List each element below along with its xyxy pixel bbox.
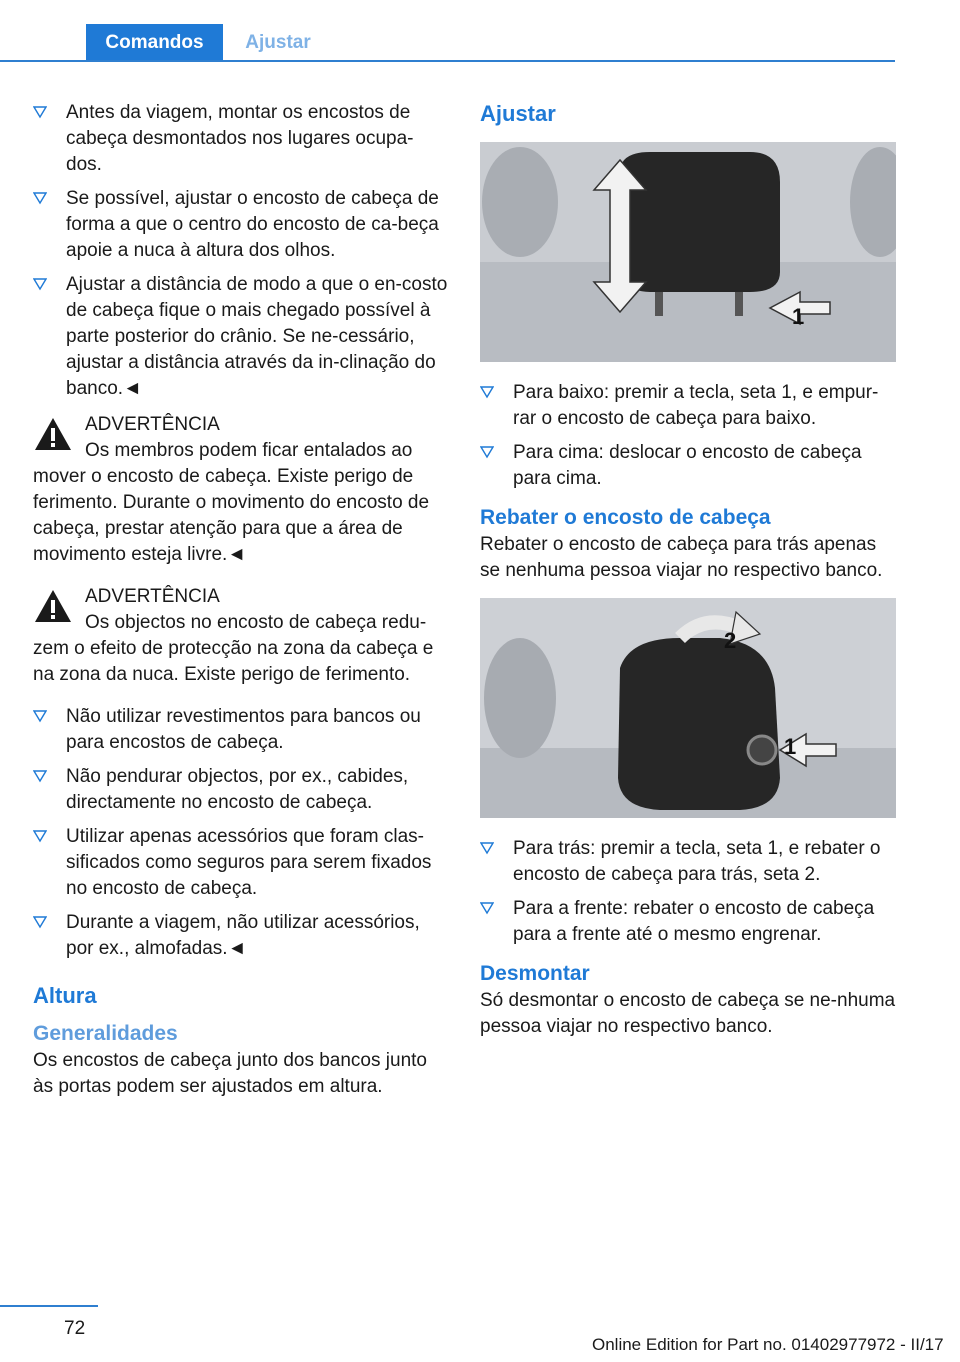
list-item-text: Não utilizar revestimentos para bancos ou para encostos de cabeça. [66, 706, 421, 753]
edition-footer: Online Edition for Part no. 01402977972 - II/17 [592, 1335, 944, 1354]
tab-comandos[interactable]: Comandos [86, 24, 223, 62]
list-item [33, 824, 449, 902]
warning-text: Os membros podem ficar entalados ao mover o encosto de cabeça. Existe perigo de ferimento. Durante o movimento do encosto de cabeça, prestar atenção para que a área de movimento esteja livre.◄ [33, 440, 430, 565]
heading-ajustar: Ajustar [480, 101, 556, 126]
headrest-fold-figure [480, 598, 896, 818]
heading-altura: Altura [33, 983, 97, 1008]
list-item [33, 910, 449, 962]
list-item [33, 764, 449, 816]
list-item-text: Durante a viagem, não utilizar acessórios, por ex., almofadas.◄ [66, 912, 420, 959]
bullet-list-rebater [480, 836, 896, 948]
heading-generalidades: Generalidades [33, 1022, 178, 1045]
list-item-text: Para a frente: rebater o encosto de cabeça para a frente até o mesmo engrenar. [513, 898, 875, 945]
figure-callout: 1 [784, 734, 797, 759]
triangle-bullet-icon [480, 841, 494, 855]
warning-block-2 [33, 584, 449, 688]
triangle-bullet-icon [480, 385, 494, 399]
triangle-bullet-icon [480, 445, 494, 459]
list-item [33, 100, 449, 178]
paragraph-generalidades: Os encostos de cabeça junto dos bancos junto às portas podem ser ajustados em altura. [33, 1050, 427, 1097]
tab-ajustar[interactable]: Ajustar [245, 32, 311, 53]
list-item-text: Não pendurar objectos, por ex., cabides, directamente no encosto de cabeça. [66, 766, 409, 813]
triangle-bullet-icon [33, 829, 47, 843]
triangle-bullet-icon [33, 191, 47, 205]
list-item [33, 272, 449, 402]
warning-block-1 [33, 412, 449, 568]
triangle-bullet-icon [33, 915, 47, 929]
triangle-bullet-icon [480, 901, 494, 915]
paragraph-rebater: Rebater o encosto de cabeça para trás apenas se nenhuma pessoa viajar no respectivo banco. [480, 534, 883, 581]
figure-callout: 1 [792, 304, 805, 329]
warning-icon [33, 416, 73, 452]
warning-title: ADVERTÊNCIA [85, 414, 220, 435]
triangle-bullet-icon [33, 105, 47, 119]
right-column [480, 100, 896, 1048]
list-item [480, 836, 896, 888]
list-item-text: Antes da viagem, montar os encostos de cabeça desmontados nos lugares ocupa-dos. [66, 102, 414, 175]
list-item-text: Utilizar apenas acessórios que foram clas-sificados como seguros para serem fixados no encosto de cabeça. [66, 826, 432, 899]
header-bar [0, 0, 960, 62]
paragraph-desmontar: Só desmontar o encosto de cabeça se ne-nhuma pessoa viajar no respectivo banco. [480, 990, 896, 1037]
warning-icon [33, 588, 73, 624]
list-item-text: Se possível, ajustar o encosto de cabeça de forma a que o centro do encosto de ca-beça apoie a nuca à altura dos olhos. [66, 188, 439, 261]
left-column [33, 100, 449, 1108]
footer-rule [0, 1305, 98, 1307]
header-rule [0, 60, 895, 62]
list-item [480, 380, 896, 432]
heading-desmontar: Desmontar [480, 962, 590, 985]
triangle-bullet-icon [33, 709, 47, 723]
bullet-list-warning [33, 704, 449, 962]
list-item-text: Para cima: deslocar o encosto de cabeça para cima. [513, 442, 862, 489]
headrest-height-figure [480, 142, 896, 362]
list-item-text: Para baixo: premir a tecla, seta 1, e empur-rar o encosto de cabeça para baixo. [513, 382, 879, 429]
list-item-text: Ajustar a distância de modo a que o en-costo de cabeça fique o mais chegado possível à parte posterior do crânio. Se ne-cessário, ajustar a distância através da in-clinação do banco.◄ [66, 274, 448, 399]
triangle-bullet-icon [33, 769, 47, 783]
list-item-text: Para trás: premir a tecla, seta 1, e rebater o encosto de cabeça para trás, seta 2. [513, 838, 881, 885]
bullet-list-intro [33, 100, 449, 402]
page-number: 72 [64, 1318, 86, 1339]
bullet-list-ajustar [480, 380, 896, 492]
heading-rebater: Rebater o encosto de cabeça [480, 506, 771, 529]
list-item [480, 896, 896, 948]
warning-title: ADVERTÊNCIA [85, 586, 220, 607]
list-item [33, 186, 449, 264]
figure-callout: 2 [724, 628, 737, 653]
list-item [480, 440, 896, 492]
triangle-bullet-icon [33, 277, 47, 291]
warning-text: Os objectos no encosto de cabeça redu-zem o efeito de protecção na zona da cabeça e na zona da nuca. Existe perigo de ferimento. [33, 612, 434, 685]
list-item [33, 704, 449, 756]
